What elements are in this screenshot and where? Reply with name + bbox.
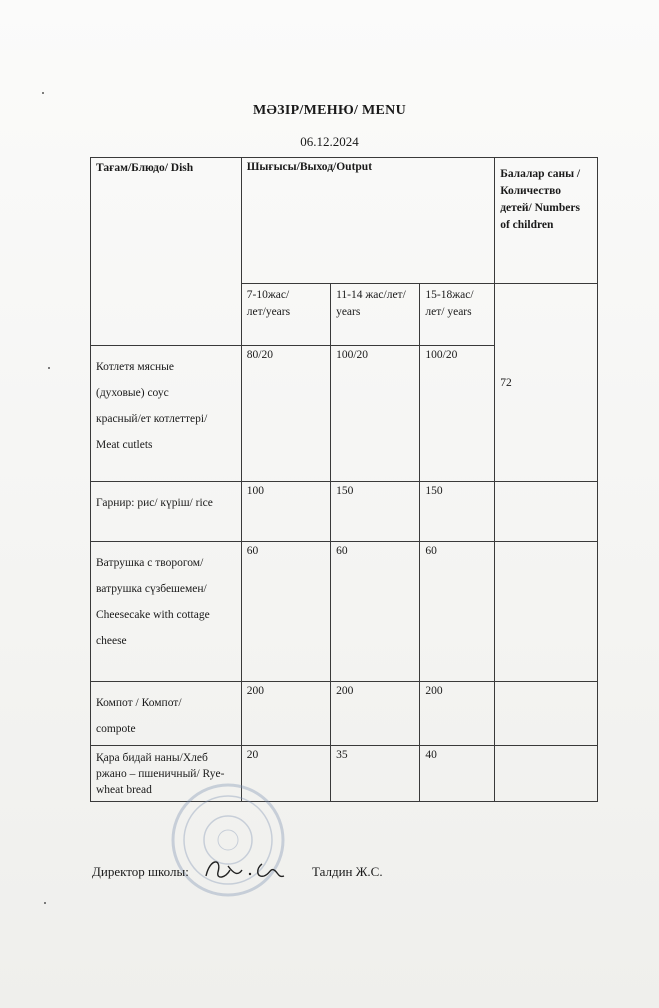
dish-line: Котлетя мясные [96, 361, 174, 373]
portion-15-18: 40 [420, 746, 495, 802]
table-row [91, 542, 598, 682]
portion-11-14: 100/20 [331, 346, 420, 482]
portion-15-18: 60 [420, 542, 495, 682]
portion-15-18: 150 [420, 482, 495, 542]
portion-7-10: 80/20 [241, 346, 330, 482]
children-count: 72 [495, 284, 598, 482]
portion-7-10: 100 [241, 482, 330, 542]
dish-line: Гарнир: рис/ күріш/ rice [96, 497, 213, 509]
children-count-empty [495, 482, 598, 542]
dish-line: Қара бидай наны/Хлеб ржано – пшеничный/ Rye-wheat bread [96, 752, 225, 796]
children-count-empty [495, 542, 598, 682]
header-row [91, 158, 598, 284]
dish-name [91, 542, 242, 682]
menu-table [90, 157, 598, 802]
portion-7-10: 60 [241, 542, 330, 682]
dish-line: Cheesecake with cottage [96, 609, 210, 621]
dish-column-header: Тағам/Блюдо/ Dish [91, 158, 242, 346]
table-row [91, 682, 598, 746]
portion-7-10: 20 [241, 746, 330, 802]
output-column-header: Шығысы/Выход/Output [241, 158, 494, 284]
portion-11-14: 150 [331, 482, 420, 542]
age-group-11-14: 11-14 жас/лет/ years [331, 284, 420, 346]
menu-title: МӘЗІР/МЕНЮ/ MENU [252, 103, 406, 118]
table-row [91, 746, 598, 802]
portion-11-14: 60 [331, 542, 420, 682]
portion-11-14: 35 [331, 746, 420, 802]
dish-name [91, 346, 242, 482]
portion-15-18: 100/20 [420, 346, 495, 482]
scan-speck [42, 92, 44, 94]
age-group-15-18: 15-18жас/лет/ years [420, 284, 495, 346]
children-column-header: Балалар саны /Количество детей/ Numbers of children [495, 158, 598, 284]
director-label: Директор школы: [92, 864, 189, 879]
dish-line: compote [96, 723, 136, 735]
portion-11-14: 200 [331, 682, 420, 746]
dish-line: Meat cutlets [96, 439, 153, 451]
dish-line: ватрушка сүзбешемен/ [96, 583, 207, 595]
scan-speck [44, 902, 46, 904]
dish-line: (духовые) соус [96, 387, 169, 399]
dish-line: Компот / Компот/ [96, 697, 182, 709]
dish-name [91, 482, 242, 542]
age-group-7-10: 7-10жас/лет/years [241, 284, 330, 346]
dish-name [91, 682, 242, 746]
dish-line: cheese [96, 635, 127, 647]
portion-7-10: 200 [241, 682, 330, 746]
dish-line: красный/ет котлеттері/ [96, 413, 208, 425]
director-signature [200, 852, 290, 886]
table-row [91, 482, 598, 542]
menu-date: 06.12.2024 [300, 134, 359, 149]
portion-15-18: 200 [420, 682, 495, 746]
director-name: Талдин Ж.С. [312, 864, 383, 879]
children-count-empty [495, 682, 598, 746]
children-count-empty [495, 746, 598, 802]
dish-line: Ватрушка с творогом/ [96, 557, 204, 569]
scan-speck [48, 367, 50, 369]
